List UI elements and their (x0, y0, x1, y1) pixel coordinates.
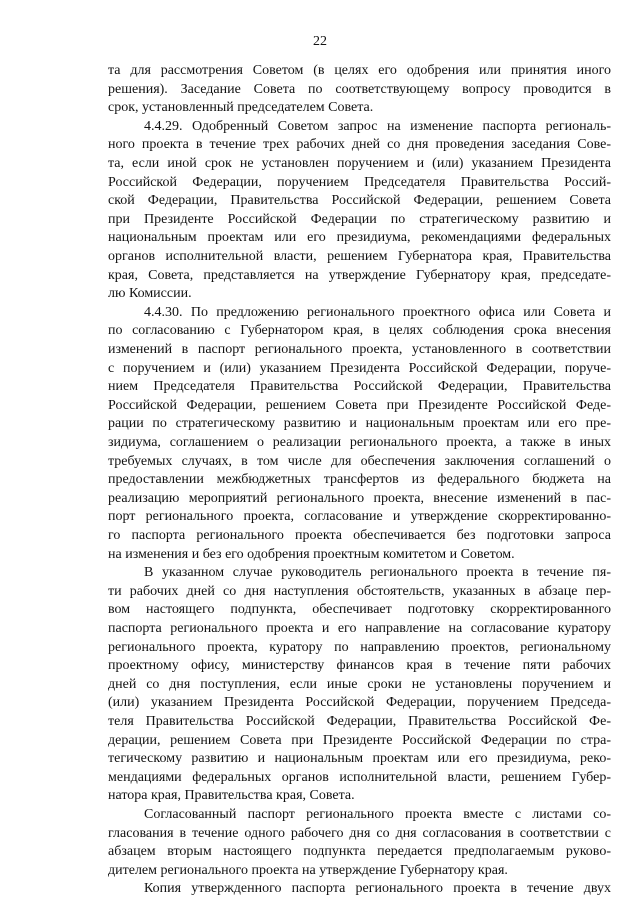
text-line: проектному офису, министерству финансов края в течение пяти рабочих (108, 658, 611, 674)
text-line: дителем регионального проекта на утверждение Губернатору края. (108, 862, 508, 878)
text-line: теля Правительства Российской Федерации, Правительства Российской Фе- (108, 714, 611, 729)
text-line: национальным проектам или его президиума, рекомендациями федеральных (108, 230, 611, 246)
text-line: го паспорта регионального проекта обеспечивается без подготовки запроса (108, 528, 611, 543)
text-line: 4.4.29. Одобренный Советом запрос на изменение паспорта региональ- (144, 118, 611, 134)
text-line: та для рассмотрения Советом (в целях его одобрения или принятия иного (108, 63, 611, 78)
text-line: при Президенте Российской Федерации по стратегическому развитию и (108, 211, 611, 227)
text-line: (или) указанием Президента Российской Федерации, поручением Председа- (108, 695, 611, 711)
text-line: края, Совета, представляется на утверждение Губернатору края, председате- (108, 267, 611, 283)
text-line: та, если иной срок не установлен поручением и (или) указанием Президента (108, 156, 611, 171)
text-line: ской Федерации, Правительства Российской Федерации, решением Совета (108, 193, 611, 209)
text-line: В указанном случае руководитель регионального проекта в течение пя- (144, 565, 611, 581)
text-line: нием Председателя Правительства Российской Федерации, Правительства (108, 379, 611, 395)
text-line: зидиума, соглашением о реализации регионального проекта, а также в иных (108, 435, 611, 450)
text-line: по согласованию с Губернатором края, в целях соблюдения срока внесения (108, 323, 611, 339)
text-line: изменений в паспорт регионального проекта, установленного в соответствии (108, 342, 611, 357)
text-line: Согласованный паспорт регионального проекта вместе с листами со- (144, 807, 611, 822)
text-line: Копия утвержденного паспорта регионального проекта в течение двух (144, 881, 611, 897)
text-line: дерации, решением Совета при Президенте Российской Федерации по стра- (108, 732, 611, 748)
text-line: Российской Федерации, поручением Председателя Правительства Россий- (108, 174, 611, 190)
text-line: порт регионального проекта, согласование и утверждение скорректированно- (108, 509, 611, 525)
text-line: гласования в течение одного рабочего дня со дня согласования в соответствии с (108, 825, 611, 841)
text-line: предоставлении межбюджетных трансфертов из федерального бюджета на (108, 472, 611, 488)
text-line: решения). Заседание Совета по соответствующему вопросу проводится в (108, 81, 611, 97)
text-line: рации по стратегическому развитию и национальным проектам или его пре- (108, 416, 611, 432)
page-number: 22 (313, 34, 327, 49)
text-line: Российской Федерации, решением Совета при Президенте Российской Феде- (108, 397, 611, 413)
text-line: тегическому развитию и национальным проектам или его президиума, реко- (108, 751, 611, 767)
text-line: лю Комиссии. (108, 286, 192, 302)
text-line: реализацию мероприятий регионального проекта, внесение изменений в пас- (108, 490, 611, 506)
text-line: ти рабочих дней со дня наступления обстоятельств, указанных в абзаце пер- (108, 583, 611, 599)
text-line: требуемых случаях, в том числе для обеспечения заключения соглашений о (108, 453, 611, 469)
text-line: регионального проекта, куратору по направлению проектов, региональному (108, 639, 611, 655)
text-line: 4.4.30. По предложению регионального проектного офиса или Совета и (144, 304, 611, 320)
text-line: натора края, Правительства края, Совета. (108, 788, 355, 804)
text-line: органов исполнительной власти, решением Губернатора края, Правительства (108, 249, 611, 264)
text-line: мендациями федеральных органов исполнительной власти, решением Губер- (108, 769, 611, 785)
text-line: абзацем вторым настоящего подпункта передается предполагаемым руково- (108, 844, 611, 860)
text-line: на изменения и без его одобрения проектным комитетом и Советом. (108, 546, 515, 562)
text-line: срок, установленный председателем Совета. (108, 100, 374, 116)
text-line: вом настоящего подпункта, обеспечивает подготовку скорректированного (108, 602, 611, 618)
text-line: паспорта регионального проекта и его направление на согласование куратору (108, 621, 611, 636)
text-line: ного проекта в течение трех рабочих дней со дня проведения заседания Сове- (108, 137, 611, 153)
text-line: с поручением и (или) указанием Президента Российской Федерации, поруче- (108, 360, 611, 376)
text-line: дней со дня поступления, если иные сроки не установлены поручением и (108, 676, 611, 692)
